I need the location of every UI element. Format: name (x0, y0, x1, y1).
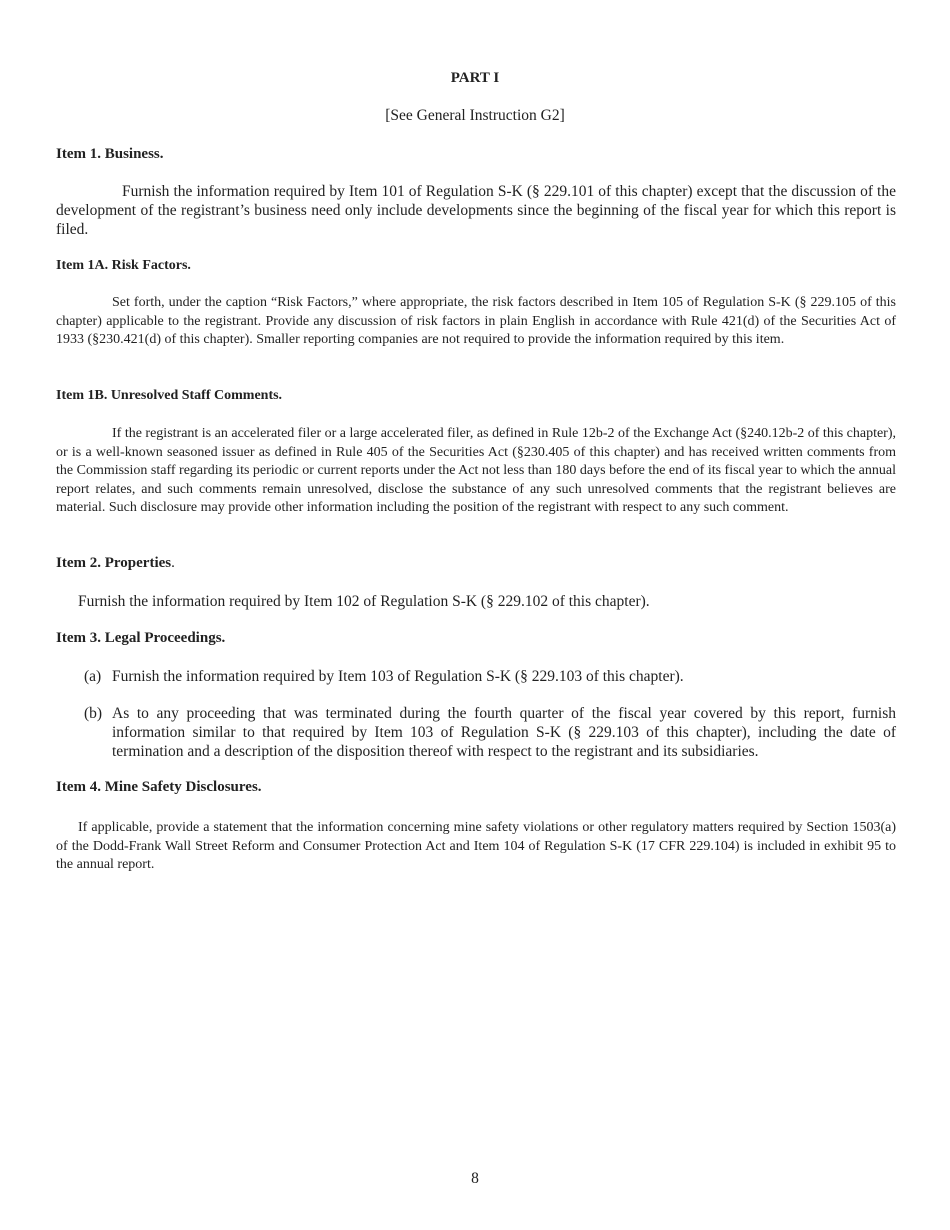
item1-heading: Item 1. Business. (56, 146, 164, 162)
item2-body: Furnish the information required by Item 102 of Regulation S-K (§ 229.102 of this chapter). (78, 593, 650, 610)
general-instruction-note: [See General Instruction G2] (385, 107, 565, 124)
item4-body: If applicable, provide a statement that the information concerning mine safety violations or other regulatory matters required by Section 1503(a) of the Dodd-Frank Wall Street Reform and Consumer Protection Act and Item 104 of Regulation S-K (17 CFR 229.104) is included in exhibit 95 to the annual report. (56, 820, 896, 873)
list-marker: (a) (84, 668, 102, 685)
list-item-text: As to any proceeding that was terminated during the fourth quarter of the fiscal year covered by this report, furnish information similar to that required by Item 103 of Regulation S-K (§ 229.103 of this chapter), including the date of termination and a description of the disposition thereof with respect to the registrant and its subsidiaries. (112, 705, 896, 760)
part-title: PART I (450, 70, 500, 86)
item1b-heading: Item 1B. Unresolved Staff Comments. (56, 388, 283, 403)
list-item-text: Furnish the information required by Item 103 of Regulation S-K (§ 229.103 of this chapter). (112, 668, 684, 685)
item3-list-item-a (84, 667, 896, 686)
item4-heading: Item 4. Mine Safety Disclosures. (56, 779, 262, 795)
item3-heading: Item 3. Legal Proceedings. (56, 630, 226, 646)
item3-list-item-b (84, 704, 896, 761)
item1-body: Furnish the information required by Item 101 of Regulation S-K (§ 229.101 of this chapter) except that the discussion of the development of the registrant’s business need only include developments since the beginning of the fiscal year for which this report is filed. (56, 183, 896, 238)
item1a-heading: Item 1A. Risk Factors. (56, 258, 191, 273)
item2-heading-period: . (171, 555, 175, 571)
item1b-body: If the registrant is an accelerated filer or a large accelerated filer, as defined in Rule 12b-2 of the Exchange Act (§240.12b-2 of this chapter), or is a well-known seasoned issuer as defined in Rule 405 of the Securities Act (§230.405 of this chapter) and has received written comments from the Commission staff regarding its periodic or current reports under the Act not less than 180 days before the end of its fiscal year to which the annual report relates, and such comments remain unresolved, disclose the substance of any such unresolved comments that the registrant believes are material. Such disclosure may provide other information including the position of the registrant with respect to any such comment. (56, 426, 897, 516)
list-marker: (b) (84, 705, 103, 722)
item1a-body: Set forth, under the caption “Risk Factors,” where appropriate, the risk factors described in Item 105 of Regulation S-K (§ 229.105 of this chapter) applicable to the registrant. Provide any discussion of risk factors in plain English in accordance with Rule 421(d) of the Securities Act of 1933 (§230.421(d) of this chapter). Smaller reporting companies are not required to provide the information required by this item. (56, 295, 896, 348)
item2-heading (56, 555, 175, 572)
item2-heading-text: Item 2. Properties (56, 555, 172, 571)
page-number: 8 (471, 1170, 479, 1187)
